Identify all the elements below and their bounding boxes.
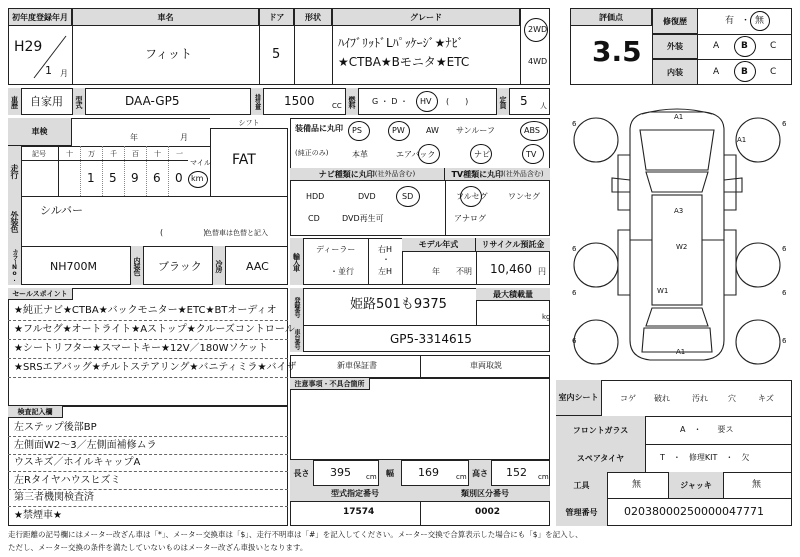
fuel-paren: ( ) (446, 97, 469, 106)
type-no-value: 17574 (343, 507, 375, 517)
equipment-label-sub: (純正のみ) (295, 149, 329, 157)
length-unit: cm (366, 473, 377, 481)
model-year-unknown: 不明 (456, 267, 472, 276)
glass-label: フロントガラス (556, 416, 646, 444)
digit-header: 一 (176, 150, 183, 158)
footer-line1: 走行距離の記号欄にはメーター改ざん車は「*」、メーター交換車は「$」、走行不明車は「#」を記入してください。メーター交換で合算表示した場合にも「$」を記入し、 (8, 530, 583, 539)
seat-option: 破れ (654, 394, 670, 403)
int-grade-b: B (741, 67, 748, 77)
inspector-line: ウスキズ／ホイルキャップA (14, 457, 141, 468)
max-load-label: 最大積載量 (476, 288, 550, 301)
displacement-value: 1500 (284, 94, 315, 108)
first-reg-label: 初年度登録年月 (8, 8, 72, 26)
inspector-line: ★禁煙車★ (14, 509, 62, 521)
interior-label: 内装 (652, 59, 698, 85)
era-year: H29 (14, 39, 43, 55)
seat-option: コゲ (620, 394, 636, 403)
spare-label: スペアタイヤ (556, 444, 646, 472)
mileage-digit: 5 (109, 171, 117, 185)
fuel-label: 燃料 (345, 88, 359, 115)
door-label: ドア (259, 8, 294, 26)
diagram-six: 6 (572, 245, 577, 253)
class-no-label: 類別区分番号 (420, 486, 550, 502)
equipment-label: 装備品に丸印 (295, 124, 343, 133)
repair-sep: ・ (741, 16, 751, 26)
mileage-digit: 0 (175, 171, 183, 185)
model-label: 型式 (72, 88, 86, 115)
model-year-year: 年 (432, 267, 440, 276)
notes-label: 注意事項・不具合箇所 (290, 378, 370, 390)
inspector-line: 左Rタイヤハウスヒズミ (14, 474, 121, 486)
fuel-hv: HV (420, 97, 432, 106)
inspector-line: 左側面W2～3／左側面補修ムラ (14, 439, 157, 451)
tv-header (445, 168, 550, 181)
navi-option: DVD (358, 192, 376, 201)
warranty-new: 新車保証書 (337, 361, 377, 370)
recycle-unit: 円 (538, 267, 546, 276)
digit-header: 百 (132, 150, 139, 158)
import-label: 輸入車 (290, 238, 304, 285)
grade-line1: ﾊｲﾌﾞﾘｯﾄﾞLﾊﾟｯｹｰｼﾞ★ﾅﾋﾞ (338, 36, 464, 50)
chassis-value: GP5-3314615 (390, 332, 472, 346)
shift-value: FAT (232, 152, 256, 168)
navi-label-sub: (社外品含む) (374, 170, 416, 178)
mile-unit: マイル (190, 159, 211, 167)
navi-option: CD (308, 214, 320, 223)
chassis-label: 車台番号 (290, 325, 304, 352)
jack-label: ジャッキ (668, 472, 724, 498)
navi-label: ナビ種類に丸印 (318, 169, 375, 179)
capacity-label: 定員 (496, 88, 510, 115)
repair-label: 修復歴 (652, 8, 698, 34)
int-grade-c: C (770, 67, 777, 77)
color-no-label: カラーNo. (8, 246, 22, 285)
import-left: 左H (378, 267, 393, 276)
cc-unit: CC (332, 102, 342, 110)
max-load-unit: kg (542, 313, 551, 321)
digit-header: 万 (88, 150, 95, 158)
mileage-label: 走行 (8, 146, 22, 196)
width-value: 169 (418, 466, 439, 479)
row2-block (8, 88, 550, 115)
seat-label: 室内シート (556, 380, 602, 416)
month-unit: 月 (60, 69, 68, 78)
score-label: 評価点 (570, 8, 652, 26)
jack-value: 無 (752, 480, 762, 490)
equip-item: サンルーフ (456, 126, 495, 135)
shift-label: シフト (210, 118, 288, 129)
diagram-label: A1 (674, 113, 684, 121)
sales-line: ★フルセグ★オートライト★Aストップ★クルーズコントロール (14, 324, 295, 335)
equip-item: TV (526, 150, 537, 159)
door-count: 5 (272, 47, 281, 62)
mileage-unit-label: 記号 (32, 150, 46, 158)
diagram-label: A1 (676, 348, 686, 356)
tv-option: ワンセグ (508, 192, 540, 201)
import-dot: ・ (382, 255, 390, 264)
tv-option: フルセグ (456, 192, 488, 201)
ext-grade-a: A (713, 41, 720, 51)
drive-2wd: 2WD (528, 25, 548, 34)
warranty-manual: 車両取説 (470, 361, 502, 370)
class-no-value: 0002 (475, 507, 501, 517)
digit-header: 十 (154, 150, 161, 158)
diagram-six: 6 (572, 120, 577, 128)
height-label: 高さ (468, 460, 492, 486)
inspection-year: 年 (130, 133, 138, 142)
color-note: 色替車は色替と記入 (205, 229, 268, 237)
drive-4wd: 4WD (528, 57, 548, 66)
mileage-digit: 6 (153, 171, 161, 185)
color-no-value: NH700M (50, 260, 97, 273)
mileage-digit: 1 (87, 171, 95, 185)
tv-option: アナログ (454, 214, 486, 223)
color-paren: ( ) (160, 228, 207, 237)
shape-label: 形状 (294, 8, 332, 26)
model-year-label: モデル年式 (402, 238, 476, 252)
import-right: 右H (378, 245, 393, 254)
sales-line: ★SRSエアバッグ★チルトステアリング★バニティミラ★バイザ (14, 362, 297, 373)
seat-option: 穴 (728, 394, 736, 403)
width-label: 幅 (378, 460, 402, 486)
color-label: 外装色 (8, 196, 22, 246)
notes-block (290, 378, 550, 460)
inspector-line: 第三者機関検査済 (14, 492, 94, 503)
mgmt-label: 管理番号 (556, 498, 608, 526)
import-parallel: ・並行 (330, 267, 354, 276)
interior-color-label: 内装色 (130, 246, 144, 285)
usage-label: 車歴 (8, 88, 22, 115)
mileage-digit: 9 (131, 171, 139, 185)
type-no-label: 型式指定番号 (290, 486, 420, 502)
equip-item: 本革 (352, 150, 368, 159)
diagram-six: 6 (572, 289, 577, 297)
diagram-six: 6 (782, 245, 787, 253)
diagram-six: 6 (782, 120, 787, 128)
inspection-label: 車検 (8, 118, 72, 146)
footer-line2: ただし、メーター交換の条件を満たしていないものはメーター改ざん車扱いとなります。 (8, 543, 308, 552)
km-unit: km (191, 174, 204, 183)
diagram-label: A3 (674, 207, 684, 215)
inspector-line: 左ステップ後部BP (14, 422, 97, 433)
length-label: 長さ (290, 460, 314, 486)
displacement-label: 排気量 (250, 88, 264, 115)
diagram-six: 6 (782, 337, 787, 345)
equip-item: ABS (524, 126, 540, 135)
sales-line: ★純正ナビ★CTBA★バックモニター★ETC★BTオーディオ (14, 305, 277, 316)
height-value: 152 (506, 466, 527, 479)
car-name: フィット (145, 47, 193, 61)
tv-label: TV種類に丸印 (451, 169, 504, 179)
ext-grade-b: B (741, 41, 748, 51)
recycle-label: リサイクル預託金 (476, 238, 550, 252)
diagram-label: W2 (676, 243, 688, 251)
ext-grade-c: C (770, 41, 777, 51)
color-value: シルバー (40, 204, 83, 217)
ac-value: AAC (246, 260, 269, 273)
repair-yes: 有 (725, 16, 735, 26)
navi-header (290, 168, 445, 181)
spare-opts: T ・ 修理KIT ・ 欠 (660, 453, 750, 462)
model-value: DAA-GP5 (125, 94, 180, 108)
registration-value: 姫路501も9375 (350, 297, 447, 312)
usage-value: 自家用 (30, 95, 63, 108)
tools-value: 無 (632, 480, 642, 490)
capacity-value: 5 (520, 94, 528, 108)
diagram-six: 6 (782, 289, 787, 297)
seat-option: キズ (758, 394, 774, 403)
inspection-month: 月 (180, 133, 188, 142)
interior-color-value: ブラック (158, 260, 202, 273)
diagram-label: A1 (737, 136, 747, 144)
repair-no: 無 (755, 16, 765, 26)
length-value: 395 (330, 466, 351, 479)
inspector-label: 検査記入欄 (8, 406, 63, 418)
navi-option: DVD再生可 (342, 214, 384, 223)
tv-label-sub: (社外品含む) (503, 170, 544, 178)
sales-label: セールスポイント (8, 288, 73, 300)
navi-option: HDD (306, 192, 325, 201)
car-diagram (560, 100, 794, 370)
equip-item: エアバック (396, 150, 436, 159)
digit-header: 千 (110, 150, 117, 158)
grade-label: グレード (332, 8, 520, 26)
import-dealer: ディーラー (316, 245, 356, 254)
navi-option: SD (402, 192, 414, 201)
width-unit: cm (456, 473, 467, 481)
tools-label: 工具 (556, 472, 608, 498)
fuel-options: G ・ D ・ (372, 97, 408, 106)
sales-line: ★シートリフター★スマートキー★12V／180Wソケット (14, 343, 268, 354)
diagram-six: 6 (572, 337, 577, 345)
equip-item: ナビ (474, 150, 490, 159)
height-unit: cm (538, 473, 549, 481)
person-unit: 人 (540, 102, 547, 110)
digit-header: 十 (66, 150, 73, 158)
recycle-value: 10,460 (490, 262, 532, 276)
equip-item: PS (352, 126, 362, 135)
registration-label: 登録番号 (290, 288, 304, 325)
score-value: 3.5 (592, 35, 642, 68)
grade-line2: ★CTBA★Bモニタ★ETC (338, 55, 470, 69)
diagram-label: W1 (657, 287, 669, 295)
reg-month: 1 (45, 64, 52, 77)
equip-item: AW (426, 126, 439, 135)
ac-label: 冷房 (212, 246, 226, 285)
equip-item: PW (392, 126, 405, 135)
mgmt-value: 02038000250000047771 (624, 505, 764, 518)
car-name-label: 車名 (72, 8, 259, 26)
glass-opts: A ・ 要ス (680, 425, 734, 434)
seat-option: 汚れ (692, 394, 708, 403)
exterior-label: 外装 (652, 34, 698, 59)
int-grade-a: A (713, 67, 720, 77)
